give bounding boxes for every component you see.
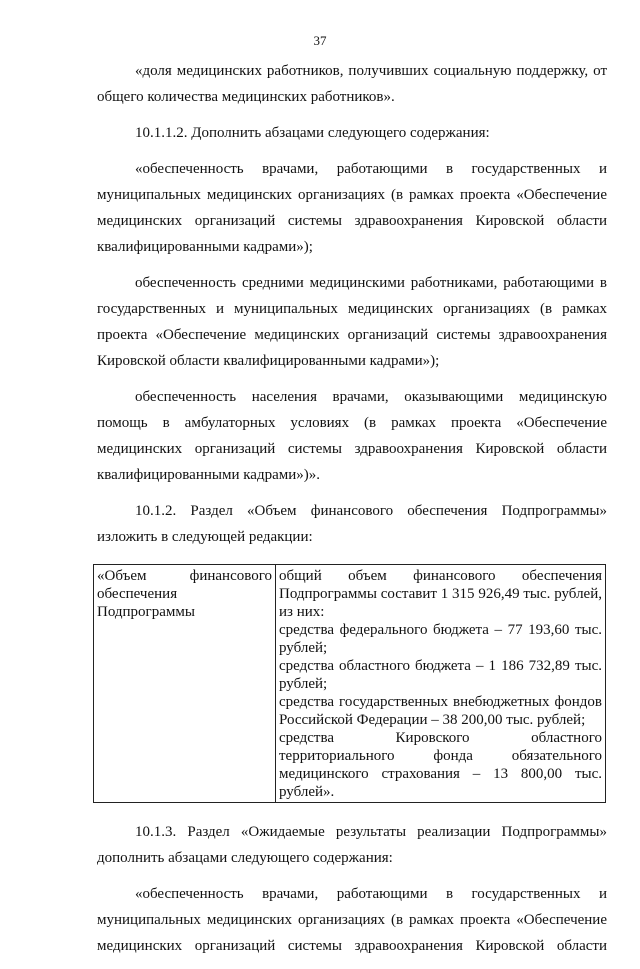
paragraph-share-of-medical-workers: «доля медицинских работников, получивших социальную поддержку, от общего количества медицинских работников». xyxy=(97,63,607,105)
funding-table xyxy=(93,564,606,803)
funding-extrabudgetary-line: средства государственных внебюджетных фондов Российской Федерации – 38 200,00 тыс. рублей; xyxy=(279,694,602,728)
paragraph-doctors-provision-repeat: «обеспеченность врачами, работающими в государственных и муниципальных медицинских организациях (в рамках проекта «Обеспечение медицинских организаций системы здравоохранения Кировской области xyxy=(97,886,607,954)
funding-total-line: общий объем финансового обеспечения Подпрограммы составит 1 315 926,49 тыс. рублей, из них: xyxy=(279,568,602,620)
funding-table-label-cell: «Объем финансового обеспечения Подпрограммы xyxy=(94,565,276,803)
document-body xyxy=(97,58,607,969)
page-number: 37 xyxy=(313,33,327,48)
paragraph-10-1-3: 10.1.3. Раздел «Ожидаемые результаты реализации Подпрограммы» дополнить абзацами следующего содержания: xyxy=(97,824,607,866)
paragraph-10-1-1-2: 10.1.1.2. Дополнить абзацами следующего содержания: xyxy=(135,125,490,141)
funding-regional-line: средства областного бюджета – 1 186 732,89 тыс. рублей; xyxy=(279,658,602,692)
table-row xyxy=(94,565,606,803)
paragraph-nurses-provision: обеспеченность средними медицинскими работниками, работающими в государственных и муниципальных медицинских организациях (в рамках проекта «Обеспечение медицинских организаций системы здравоохранения Кировской области квалифицированными кадрами»); xyxy=(97,275,607,369)
paragraph-doctors-provision: «обеспеченность врачами, работающими в государственных и муниципальных медицинских организациях (в рамках проекта «Обеспечение медицинских организаций системы здравоохранения Кировской области квалифицированными кадрами»); xyxy=(97,161,607,255)
paragraph-10-1-2: 10.1.2. Раздел «Объем финансового обеспечения Подпрограммы» изложить в следующей редакции: xyxy=(97,503,607,545)
paragraph-outpatient-provision: обеспеченность населения врачами, оказывающими медицинскую помощь в амбулаторных условиях (в рамках проекта «Обеспечение медицинских организаций системы здравоохранения Кировской области квалифицированными кадрами»)». xyxy=(97,389,607,483)
funding-insurance-fund-line: средства Кировского областного территориального фонда обязательного медицинского страхования – 13 800,00 тыс. рублей». xyxy=(279,730,602,800)
funding-federal-line: средства федерального бюджета – 77 193,60 тыс. рублей; xyxy=(279,622,602,656)
funding-table-value-cell xyxy=(276,565,606,803)
